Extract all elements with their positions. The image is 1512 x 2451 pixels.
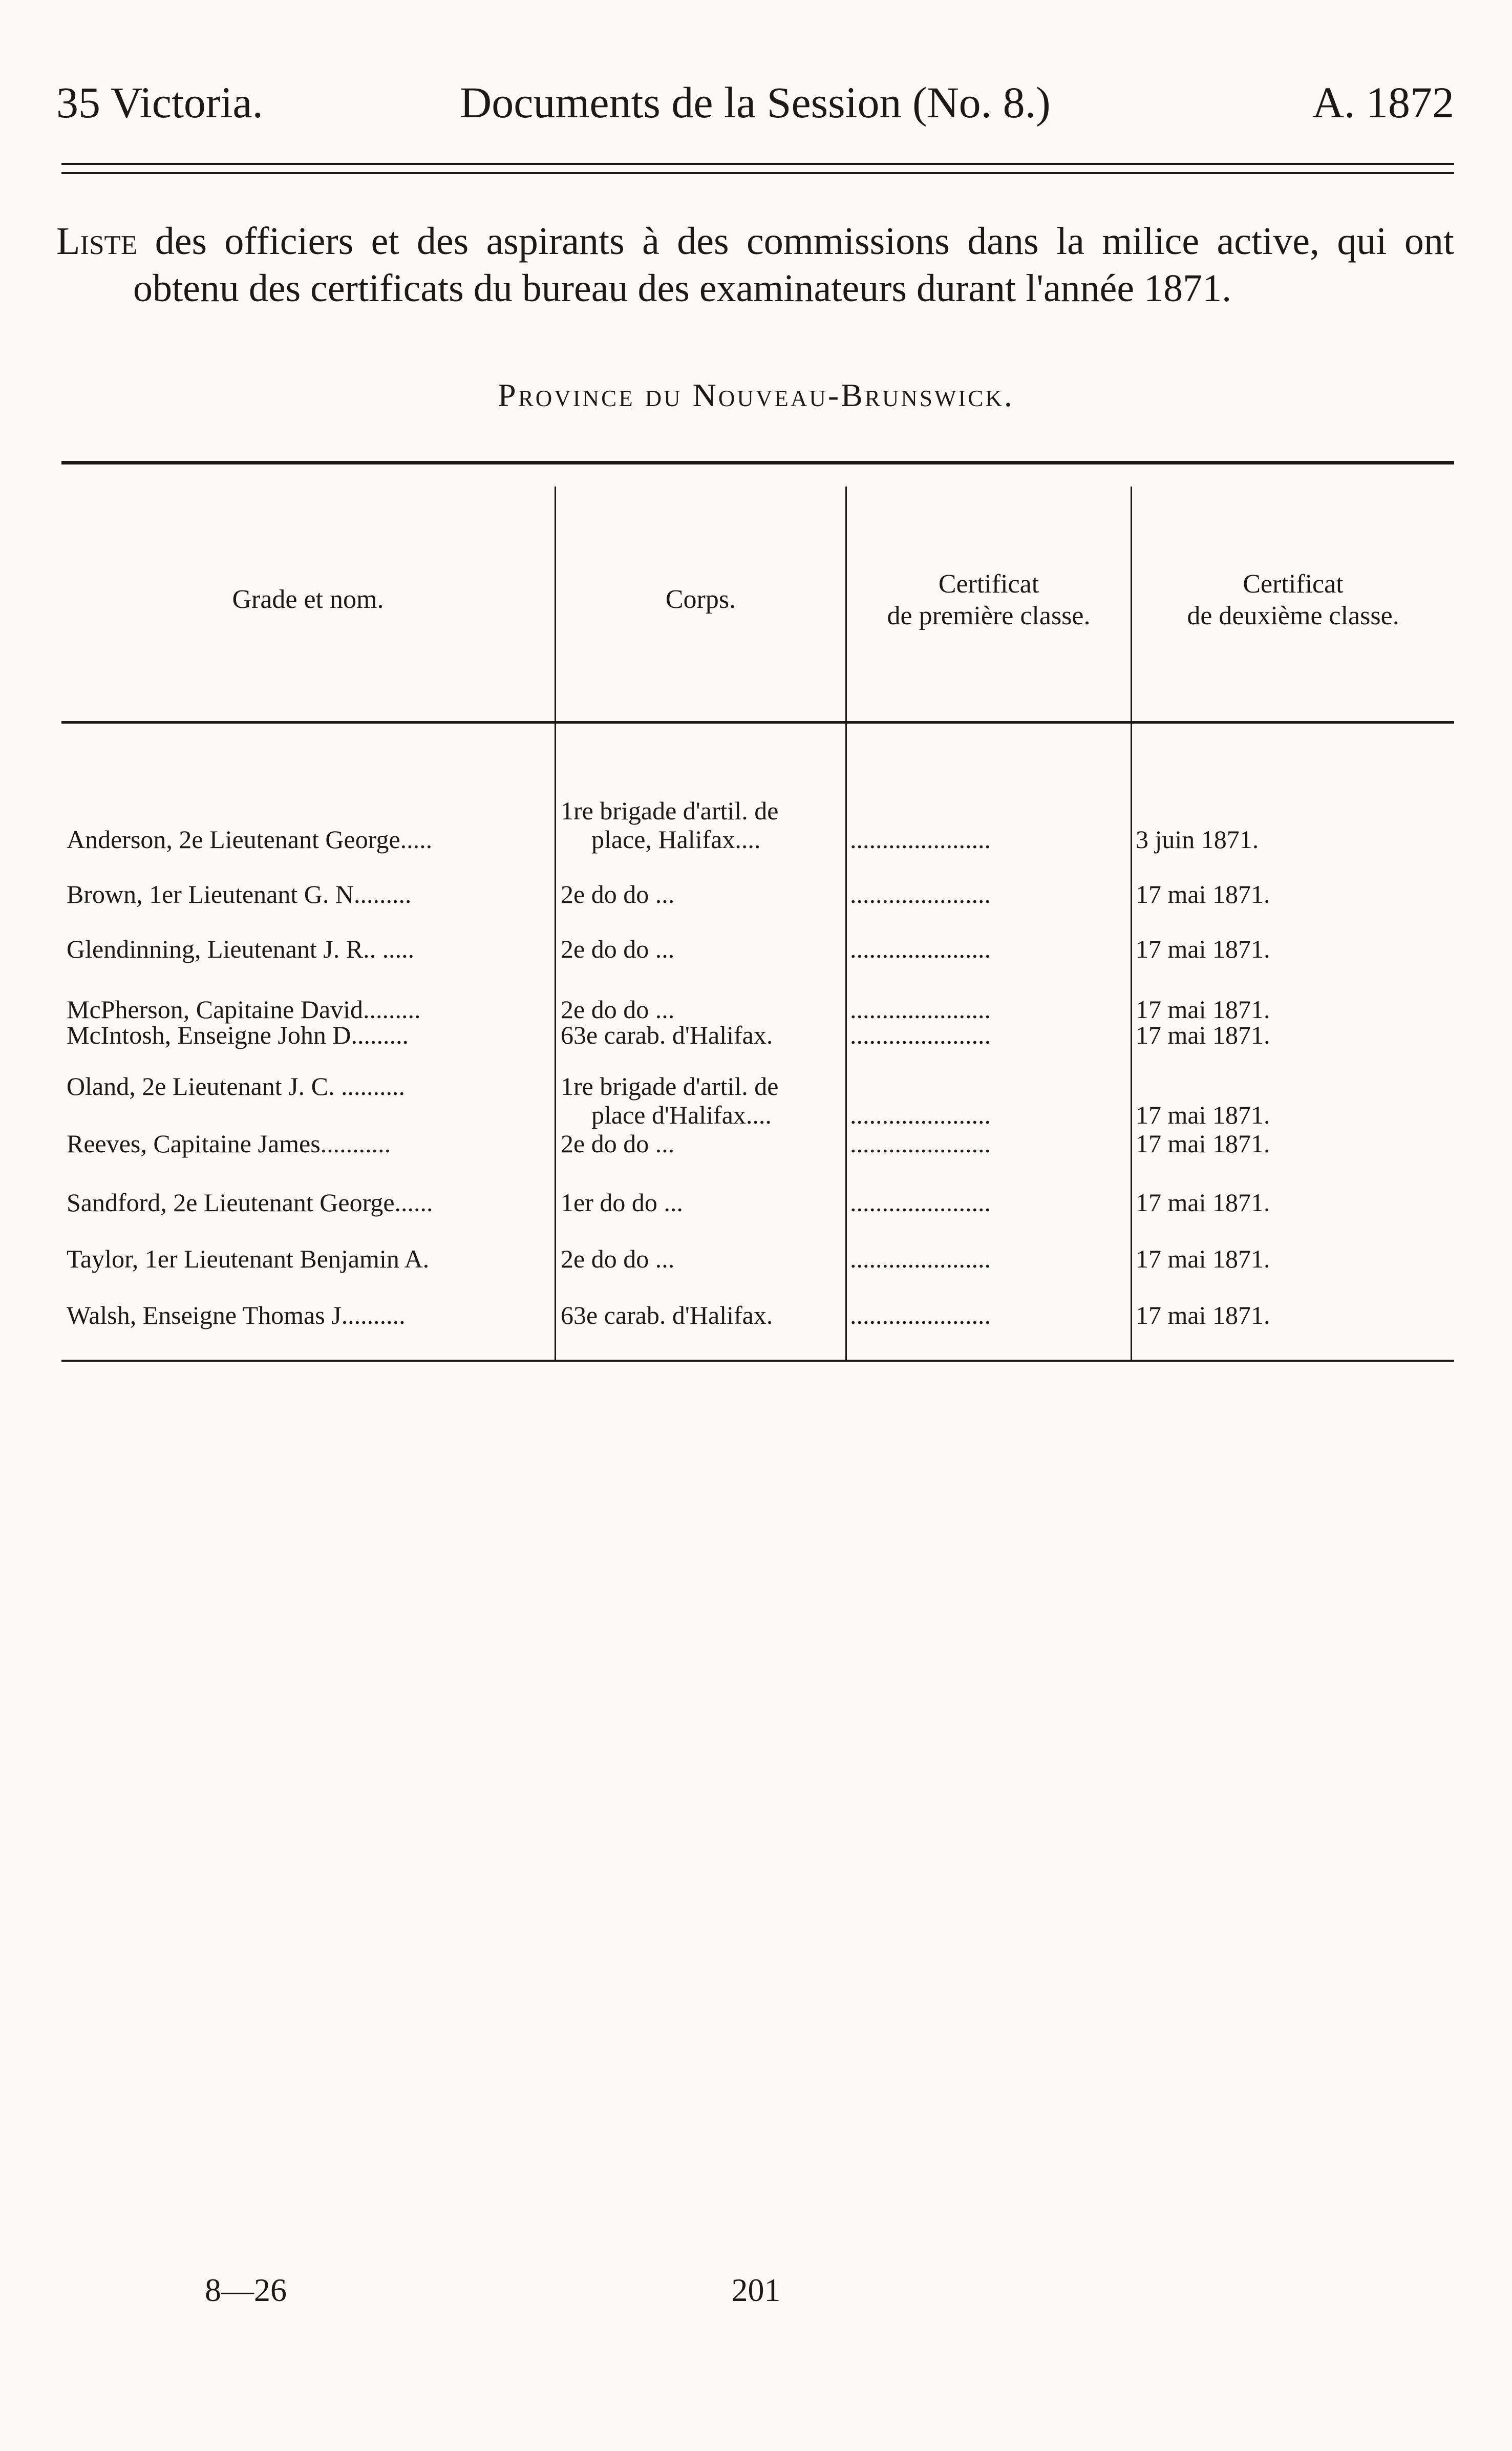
column-header-cert2 bbox=[1132, 568, 1454, 632]
row-cert2: 17 mai 1871. bbox=[1136, 935, 1270, 963]
row-cert2: 17 mai 1871. bbox=[1136, 1301, 1270, 1329]
row-corps: 2e do do ... bbox=[561, 935, 675, 963]
table-header-rule bbox=[61, 721, 1454, 724]
cert2-header-line1: Certificat bbox=[1243, 569, 1344, 599]
table-bottom-rule bbox=[61, 1360, 1454, 1362]
row-cert1: ...................... bbox=[850, 1021, 991, 1049]
row-corps-line1: 1re brigade d'artil. de bbox=[561, 796, 779, 825]
header-title: Documents de la Session (No. 8.) bbox=[460, 78, 1051, 127]
row-cert2: 17 mai 1871. bbox=[1136, 1188, 1270, 1217]
row-corps: 1er do do ... bbox=[561, 1188, 683, 1217]
province-title: Province du Nouveau-Brunswick. bbox=[498, 377, 1014, 413]
row-cert2: 17 mai 1871. bbox=[1136, 880, 1270, 908]
row-corps: 2e do do ... bbox=[561, 880, 675, 908]
row-corps: 2e do do ... bbox=[561, 1129, 675, 1158]
row-cert2: 17 mai 1871. bbox=[1136, 995, 1270, 1024]
row-cert1: ...................... bbox=[850, 1101, 991, 1129]
row-cert2: 17 mai 1871. bbox=[1136, 1021, 1270, 1049]
list-caption bbox=[56, 218, 1454, 312]
row-name: Sandford, 2e Lieutenant George...... bbox=[67, 1188, 433, 1217]
page-number: 201 bbox=[731, 2272, 781, 2308]
row-cert1: ...................... bbox=[850, 825, 991, 854]
row-corps: 63e carab. d'Halifax. bbox=[561, 1021, 773, 1049]
row-corps: 63e carab. d'Halifax. bbox=[561, 1301, 773, 1329]
row-cert1: ...................... bbox=[850, 1188, 991, 1217]
row-name: Glendinning, Lieutenant J. R.. ..... bbox=[67, 935, 415, 963]
row-corps-line2: place, Halifax.... bbox=[591, 825, 761, 854]
row-cert2: 17 mai 1871. bbox=[1136, 1101, 1270, 1129]
column-header-cert1 bbox=[847, 568, 1131, 632]
row-name: Taylor, 1er Lieutenant Benjamin A. bbox=[67, 1244, 430, 1273]
row-cert2: 3 juin 1871. bbox=[1136, 825, 1259, 854]
row-cert2: 17 mai 1871. bbox=[1136, 1129, 1270, 1158]
row-cert1: ...................... bbox=[850, 1244, 991, 1273]
caption-text: des officiers et des aspirants à des commissions dans la milice active, qui ont obtenu des certificats du bureau des examinateurs durant l'année 1871. bbox=[133, 220, 1454, 310]
header-year: A. 1872 bbox=[1312, 78, 1454, 127]
cert1-header-line1: Certificat bbox=[938, 569, 1039, 599]
row-cert1: ...................... bbox=[850, 1129, 991, 1158]
header-session: 35 Victoria. bbox=[56, 78, 264, 127]
row-corps-line1: 1re brigade d'artil. de bbox=[561, 1072, 779, 1101]
footer-sheet-mark: 8—26 bbox=[205, 2272, 287, 2308]
row-name: McIntosh, Enseigne John D......... bbox=[67, 1021, 409, 1049]
row-corps: 2e do do ... bbox=[561, 1244, 675, 1273]
row-name: Walsh, Enseigne Thomas J.......... bbox=[67, 1301, 406, 1329]
row-cert2: 17 mai 1871. bbox=[1136, 1244, 1270, 1273]
column-header-name: Grade et nom. bbox=[232, 585, 384, 614]
row-name: Reeves, Capitaine James........... bbox=[67, 1129, 391, 1158]
header-rule-top bbox=[61, 163, 1454, 165]
row-corps: 2e do do ... bbox=[561, 995, 675, 1024]
row-cert1: ...................... bbox=[850, 880, 991, 908]
row-name: Anderson, 2e Lieutenant George..... bbox=[67, 825, 433, 854]
column-header-corps: Corps. bbox=[665, 585, 736, 614]
row-cert1: ...................... bbox=[850, 995, 991, 1024]
row-corps-line2: place d'Halifax.... bbox=[591, 1101, 772, 1129]
cert2-header-line2: de deuxième classe. bbox=[1187, 601, 1399, 630]
row-name: Oland, 2e Lieutenant J. C. .......... bbox=[67, 1072, 405, 1101]
row-name: McPherson, Capitaine David......... bbox=[67, 995, 421, 1024]
caption-lead: Liste bbox=[56, 220, 138, 263]
row-name: Brown, 1er Lieutenant G. N......... bbox=[67, 880, 412, 908]
column-divider bbox=[555, 487, 556, 1360]
row-cert1: ...................... bbox=[850, 1301, 991, 1329]
running-header bbox=[56, 72, 1454, 133]
row-cert1: ...................... bbox=[850, 935, 991, 963]
cert1-header-line2: de première classe. bbox=[887, 601, 1091, 630]
header-rule-bottom bbox=[61, 172, 1454, 174]
table-top-rule bbox=[61, 461, 1454, 464]
